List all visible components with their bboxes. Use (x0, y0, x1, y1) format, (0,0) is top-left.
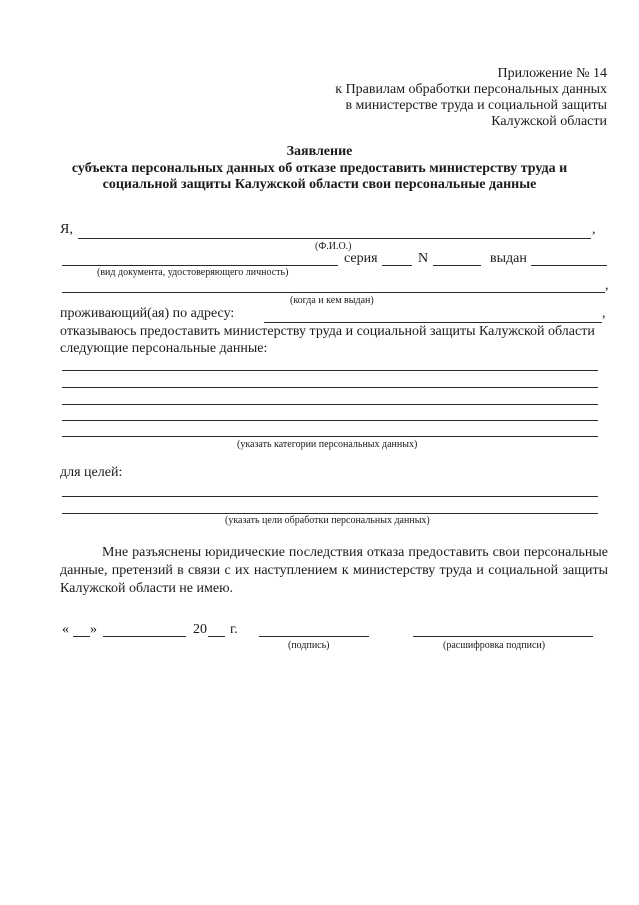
issued-label: выдан (490, 251, 527, 266)
purposes-field-2[interactable] (62, 513, 598, 514)
appendix-region: Калужской области (491, 114, 607, 129)
year-prefix: 20 (193, 622, 207, 637)
statement-paragraph: Мне разъяснены юридические последствия отказа предоставить свои персональные данные, претензий в связи с их наступлением к министерству труда и социальной защиты Калужской области не имею. (60, 545, 608, 596)
address-comma: , (602, 306, 606, 321)
number-field[interactable] (433, 265, 481, 266)
categories-field-5[interactable] (62, 436, 598, 437)
categories-field-2[interactable] (62, 387, 598, 388)
categories-field-1[interactable] (62, 370, 598, 371)
document-type-caption: (вид документа, удостоверяющего личность) (97, 267, 289, 278)
ya-label: Я, (60, 222, 73, 237)
issued-by-field[interactable] (62, 292, 605, 293)
appendix-number: Приложение № 14 (497, 66, 607, 81)
date-year-field[interactable] (208, 636, 225, 637)
year-suffix: г. (230, 622, 238, 637)
purposes-caption: (указать цели обработки персональных данных) (225, 515, 430, 526)
purposes-field-1[interactable] (62, 496, 598, 497)
signature-decode-caption: (расшифровка подписи) (443, 640, 546, 651)
address-field[interactable] (264, 322, 602, 323)
number-label: N (418, 251, 429, 266)
date-day-field[interactable] (73, 636, 90, 637)
date-close-quote: » (90, 622, 97, 637)
signature-decode-field[interactable] (413, 636, 593, 637)
appendix-rules-ref: к Правилам обработки персональных данных (335, 82, 607, 97)
purposes-label: для целей: (60, 465, 123, 480)
issued-comma: , (605, 278, 609, 293)
date-month-field[interactable] (103, 636, 186, 637)
series-field[interactable] (382, 265, 412, 266)
categories-field-3[interactable] (62, 404, 598, 405)
categories-caption: (указать категории персональных данных) (237, 439, 418, 450)
issued-caption: (когда и кем выдан) (290, 295, 374, 306)
address-label: проживающий(ая) по адресу: (60, 306, 235, 321)
issued-short-field[interactable] (531, 265, 607, 266)
document-type-field[interactable] (62, 265, 338, 266)
categories-field-4[interactable] (62, 420, 598, 421)
fio-comma: , (592, 222, 596, 237)
signature-field[interactable] (259, 636, 369, 637)
fio-caption: (Ф.И.О.) (315, 241, 352, 252)
appendix-ministry: в министерстве труда и социальной защиты (345, 98, 607, 113)
refusal-text-line1: отказываюсь предоставить министерству труда и социальной защиты Калужской области (60, 324, 595, 339)
signature-caption: (подпись) (288, 640, 330, 651)
document-title: Заявление (286, 144, 353, 159)
series-label: серия (344, 251, 378, 266)
refusal-text-line2: следующие персональные данные: (60, 341, 268, 356)
document-subtitle-line2: социальной защиты Калужской области свои персональные данные (102, 177, 537, 192)
date-open-quote: « (62, 622, 69, 637)
fio-field[interactable] (78, 238, 591, 239)
document-subtitle-line1: субъекта персональных данных об отказе предоставить министерству труда и (71, 161, 568, 176)
